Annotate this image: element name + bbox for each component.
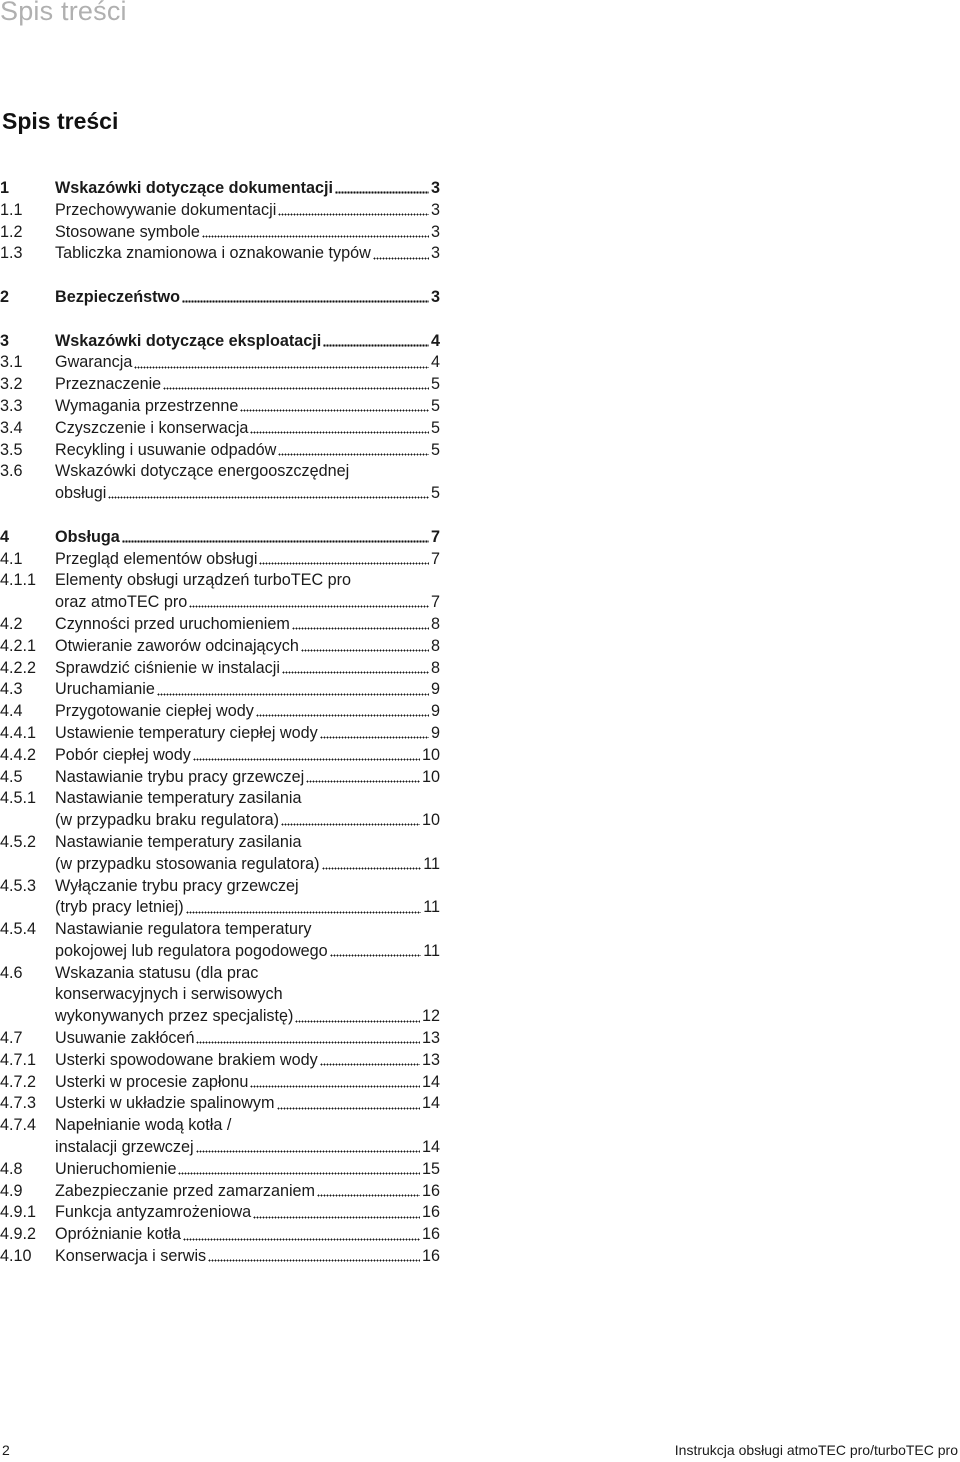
toc-entry-page: 11 <box>423 941 440 960</box>
toc-entry-page: 8 <box>430 636 440 655</box>
toc-entry-number: 4.7.2 <box>0 1072 37 1091</box>
toc-dot-leader <box>183 1237 420 1241</box>
toc-entry-page: 3 <box>430 244 440 263</box>
toc-entry[interactable] <box>0 527 440 549</box>
toc-entry-page: 7 <box>430 593 440 612</box>
toc-entry-number: 3.3 <box>0 396 23 415</box>
toc-entry-number: 4.5.1 <box>0 789 37 808</box>
toc-dot-leader <box>134 365 429 369</box>
toc-entry-title: Usterki w układzie spalinowym <box>55 1094 275 1113</box>
toc-entry[interactable] <box>0 876 440 898</box>
toc-dot-leader <box>196 1150 420 1154</box>
toc-entry-number: 4.2.1 <box>0 636 37 655</box>
toc-entry-page: 10 <box>421 811 440 830</box>
toc-dot-leader <box>306 779 420 783</box>
toc-section-gap <box>0 309 440 331</box>
toc-entry-title: Sprawdzić ciśnienie w instalacji <box>55 658 280 677</box>
toc-dot-leader <box>323 343 429 347</box>
toc-entry-number: 4.5.3 <box>0 876 37 895</box>
toc-entry-title: Wskazówki dotyczące energooszczędnej <box>55 462 350 481</box>
toc-dot-leader <box>292 627 429 631</box>
toc-entry-page: 3 <box>430 222 440 241</box>
toc-entry-number: 3.4 <box>0 418 23 437</box>
toc-entry-title: wykonywanych przez specjalistę) <box>55 1007 294 1026</box>
toc-entry[interactable] <box>0 679 440 701</box>
toc-entry-page: 14 <box>421 1094 440 1113</box>
toc-entry-title: Usterki w procesie zapłonu <box>55 1072 249 1091</box>
toc-entry-page: 16 <box>421 1225 440 1244</box>
toc-dot-leader <box>193 758 420 762</box>
toc-entry-title: Opróżnianie kotła <box>55 1225 181 1244</box>
toc-entry[interactable] <box>0 1115 440 1137</box>
toc-entry[interactable] <box>0 200 440 222</box>
toc-dot-leader <box>250 1084 420 1088</box>
toc-entry-page: 4 <box>430 353 440 372</box>
toc-dot-leader <box>208 1259 420 1263</box>
toc-entry-title: Przeznaczenie <box>55 375 162 394</box>
footer-document-title: Instrukcja obsługi atmoTEC pro/turboTEC pro <box>674 1442 958 1458</box>
toc-entry-title: Stosowane symbole <box>55 222 200 241</box>
toc-entry-title: (tryb pracy letniej) <box>55 898 184 917</box>
toc-entry-title: Otwieranie zaworów odcinających <box>55 636 299 655</box>
toc-dot-leader <box>277 1106 420 1110</box>
toc-entry[interactable] <box>0 1093 440 1115</box>
toc-entry-title: Wskazówki dotyczące dokumentacji <box>55 179 333 197</box>
toc-dot-leader <box>182 300 429 304</box>
toc-entry-title: Wskazówki dotyczące eksploatacji <box>55 331 322 350</box>
toc-entry-title: Usuwanie zakłóceń <box>55 1029 195 1048</box>
toc-entry-title: Przechowywanie dokumentacji <box>55 200 277 219</box>
toc-entry-continuation[interactable] <box>0 810 440 832</box>
toc-entry-number: 4.4 <box>0 702 23 721</box>
toc-dot-leader <box>186 910 422 914</box>
toc-entry[interactable] <box>0 287 440 309</box>
toc-dot-leader <box>295 1019 420 1023</box>
toc-dot-leader <box>282 670 429 674</box>
toc-entry-number: 1 <box>0 179 10 197</box>
toc-entry-title: Czynności przed uruchomieniem <box>55 614 290 633</box>
toc-entry-title: Recykling i usuwanie odpadów <box>55 440 277 459</box>
toc-entry-page: 5 <box>430 484 440 503</box>
toc-entry-title: Usterki spowodowane brakiem wody <box>55 1050 318 1069</box>
toc-entry[interactable] <box>0 440 440 462</box>
toc-dot-leader <box>322 867 422 871</box>
toc-entry-continuation[interactable] <box>0 483 440 505</box>
toc-entry[interactable] <box>0 963 440 985</box>
toc-dot-leader <box>281 823 420 827</box>
toc-entry-number: 1.3 <box>0 244 23 263</box>
toc-dot-leader <box>320 736 429 740</box>
toc-entry-page: 9 <box>430 723 440 742</box>
toc-entry-title: (w przypadku stosowania regulatora) <box>55 854 320 873</box>
toc-entry-title: obsługi <box>55 484 107 503</box>
toc-entry-number: 4.7.1 <box>0 1050 37 1069</box>
toc-entry-number: 3 <box>0 331 10 350</box>
toc-entry-number: 4.5.2 <box>0 832 37 851</box>
toc-dot-leader <box>373 256 429 260</box>
toc-entry[interactable] <box>0 767 440 789</box>
toc-entry-title: Nastawianie temperatury zasilania <box>55 832 302 851</box>
toc-entry-title: Przygotowanie ciepłej wody <box>55 702 254 721</box>
toc-entry-title: konserwacyjnych i serwisowych <box>55 985 283 1004</box>
toc-entry-page: 11 <box>423 854 440 873</box>
toc-entry-continuation[interactable] <box>0 941 440 963</box>
toc-entry-continuation[interactable] <box>0 1137 440 1159</box>
toc-entry-title: Uruchamianie <box>55 680 155 699</box>
toc-entry[interactable] <box>0 832 440 854</box>
toc-entry[interactable] <box>0 636 440 658</box>
toc-dot-leader <box>202 234 429 238</box>
toc-entry-number: 4.5 <box>0 767 23 786</box>
toc-entry-number: 4.8 <box>0 1159 23 1178</box>
toc-entry-page: 10 <box>421 745 440 764</box>
toc-entry-title: Zabezpieczanie przed zamarzaniem <box>55 1181 316 1200</box>
toc-entry-continuation[interactable] <box>0 1006 440 1028</box>
toc-entry-number: 3.6 <box>0 462 23 481</box>
toc-entry[interactable] <box>0 461 440 483</box>
toc-entry-title: Wskazania statusu (dla prac <box>55 963 259 982</box>
toc-entry-page: 16 <box>421 1247 440 1266</box>
toc-entry[interactable] <box>0 1224 440 1246</box>
toc-dot-leader <box>157 692 429 696</box>
toc-dot-leader <box>256 714 429 718</box>
toc-entry-number: 2 <box>0 287 10 306</box>
toc-entry-number: 4.6 <box>0 963 23 982</box>
toc-entry-page: 8 <box>430 658 440 677</box>
toc-entry-page: 11 <box>423 898 440 917</box>
toc-entry-title: Przegląd elementów obsługi <box>55 549 258 568</box>
toc-entry-title: Elementy obsługi urządzeń turboTEC pro <box>55 571 352 590</box>
toc-entry-number: 4.7.3 <box>0 1094 37 1113</box>
toc-entry-number: 3.2 <box>0 375 23 394</box>
toc-dot-leader <box>320 1063 420 1067</box>
toc-entry-page: 5 <box>430 396 440 415</box>
toc-entry-page: 10 <box>421 767 440 786</box>
toc-dot-leader <box>122 540 429 544</box>
toc-entry[interactable] <box>0 701 440 723</box>
toc-entry-title: instalacji grzewczej <box>55 1138 194 1157</box>
toc-entry-continuation[interactable] <box>0 984 440 1006</box>
toc-dot-leader <box>301 649 429 653</box>
toc-entry-title: Pobór ciepłej wody <box>55 745 191 764</box>
toc-entry-number: 4.3 <box>0 680 23 699</box>
toc-entry[interactable] <box>0 243 440 265</box>
toc-dot-leader <box>278 452 429 456</box>
toc-entry-title: pokojowej lub regulatora pogodowego <box>55 941 328 960</box>
toc-entry-title: Tabliczka znamionowa i oznakowanie typów <box>55 244 371 263</box>
toc-entry-title: Konserwacja i serwis <box>55 1247 207 1266</box>
toc-section-gap <box>0 265 440 287</box>
toc-entry[interactable] <box>0 1072 440 1094</box>
toc-entry[interactable] <box>0 1246 440 1268</box>
toc-dot-leader <box>240 409 429 413</box>
toc-entry-title: Nastawianie regulatora temperatury <box>55 920 312 939</box>
toc-entry-number: 4.9.1 <box>0 1203 37 1222</box>
toc-entry-page: 12 <box>421 1007 440 1026</box>
toc-entry-title: Gwarancja <box>55 353 133 372</box>
toc-entry-page: 13 <box>421 1050 440 1069</box>
toc-entry[interactable] <box>0 222 440 244</box>
toc-entry[interactable] <box>0 919 440 941</box>
toc-dot-leader <box>189 605 429 609</box>
toc-entry-page: 15 <box>421 1159 440 1178</box>
toc-dot-leader <box>196 1041 420 1045</box>
toc-entry-page: 9 <box>430 680 440 699</box>
toc-entry-page: 16 <box>421 1203 440 1222</box>
toc-entry-number: 3.1 <box>0 353 23 372</box>
toc-entry-page: 5 <box>430 440 440 459</box>
toc-dot-leader <box>259 561 429 565</box>
toc-entry-number: 4.10 <box>0 1247 32 1266</box>
toc-dot-leader <box>317 1193 420 1197</box>
toc-entry[interactable] <box>0 396 440 418</box>
toc-entry[interactable] <box>0 352 440 374</box>
toc-entry-continuation[interactable] <box>0 897 440 919</box>
toc-entry-number: 4.9 <box>0 1181 23 1200</box>
toc-entry-title: Wymagania przestrzenne <box>55 396 239 415</box>
running-header: Spis treści <box>0 0 127 26</box>
toc-entry-title: Wyłączanie trybu pracy grzewczej <box>55 876 299 895</box>
toc-entry-number: 4.7.4 <box>0 1116 37 1135</box>
toc-dot-leader <box>108 496 429 500</box>
toc-entry-page: 8 <box>430 614 440 633</box>
toc-dot-leader <box>163 387 429 391</box>
toc-entry-number: 4.2.2 <box>0 658 37 677</box>
toc-entry-page: 16 <box>421 1181 440 1200</box>
toc-entry-continuation[interactable] <box>0 592 440 614</box>
toc-entry-title: Nastawianie temperatury zasilania <box>55 789 302 808</box>
toc-entry-number: 4.9.2 <box>0 1225 37 1244</box>
toc-entry-title: (w przypadku braku regulatora) <box>55 811 280 830</box>
toc-entry[interactable] <box>0 1159 440 1181</box>
toc-entry-page: 3 <box>430 179 440 197</box>
toc-dot-leader <box>250 431 429 435</box>
toc-entry-number: 1.2 <box>0 222 23 241</box>
toc-section-gap <box>0 505 440 527</box>
toc-entry[interactable] <box>0 723 440 745</box>
toc-entry[interactable] <box>0 1181 440 1203</box>
toc-entry-title: Bezpieczeństwo <box>55 287 181 306</box>
toc-entry-title: Unieruchomienie <box>55 1159 177 1178</box>
toc-entry-title: Ustawienie temperatury ciepłej wody <box>55 723 318 742</box>
toc-entry-number: 4.2 <box>0 614 23 633</box>
toc-entry-title: Napełnianie wodą kotła / <box>55 1116 232 1135</box>
toc-entry-number: 4.1 <box>0 549 23 568</box>
toc-entry[interactable] <box>0 178 440 200</box>
page-number: 2 <box>2 1442 10 1458</box>
toc-entry-page: 7 <box>430 549 440 568</box>
toc-entry[interactable] <box>0 374 440 396</box>
toc-entry-page: 5 <box>430 418 440 437</box>
toc-entry[interactable] <box>0 549 440 571</box>
toc-entry-page: 9 <box>430 702 440 721</box>
toc-entry-title: oraz atmoTEC pro <box>55 593 188 612</box>
toc-entry[interactable] <box>0 788 440 810</box>
toc-entry-number: 4.4.1 <box>0 723 37 742</box>
toc-entry[interactable] <box>0 1028 440 1050</box>
toc-entry[interactable] <box>0 1202 440 1224</box>
toc-entry-page: 14 <box>421 1138 440 1157</box>
table-of-contents <box>0 178 440 1268</box>
toc-entry-page: 3 <box>430 287 440 306</box>
toc-entry[interactable] <box>0 331 440 353</box>
toc-entry-title: Czyszczenie i konserwacja <box>55 418 249 437</box>
toc-entry-number: 4.5.4 <box>0 920 37 939</box>
toc-entry-number: 1.1 <box>0 200 23 219</box>
toc-entry-number: 4 <box>0 527 10 546</box>
toc-entry-title: Obsługa <box>55 527 120 546</box>
toc-entry-number: 4.4.2 <box>0 745 37 764</box>
toc-entry-page: 7 <box>430 527 440 546</box>
toc-entry-page: 3 <box>430 200 440 219</box>
toc-dot-leader <box>335 191 429 195</box>
toc-entry-continuation[interactable] <box>0 854 440 876</box>
toc-dot-leader <box>253 1215 420 1219</box>
page-title: Spis treści <box>2 108 119 134</box>
toc-entry-title: Funkcja antyzamrożeniowa <box>55 1203 252 1222</box>
toc-entry[interactable] <box>0 418 440 440</box>
toc-dot-leader <box>178 1172 420 1176</box>
toc-entry-page: 4 <box>430 331 440 350</box>
toc-entry[interactable] <box>0 570 440 592</box>
toc-entry[interactable] <box>0 1050 440 1072</box>
toc-entry-number: 4.1.1 <box>0 571 37 590</box>
toc-entry-title: Nastawianie trybu pracy grzewczej <box>55 767 305 786</box>
toc-entry[interactable] <box>0 658 440 680</box>
toc-entry-page: 5 <box>430 375 440 394</box>
toc-dot-leader <box>330 954 421 958</box>
toc-entry-number: 3.5 <box>0 440 23 459</box>
toc-entry-page: 14 <box>421 1072 440 1091</box>
toc-entry-number: 4.7 <box>0 1029 23 1048</box>
toc-entry[interactable] <box>0 745 440 767</box>
toc-entry-page: 13 <box>421 1029 440 1048</box>
toc-entry[interactable] <box>0 614 440 636</box>
toc-dot-leader <box>278 213 429 217</box>
